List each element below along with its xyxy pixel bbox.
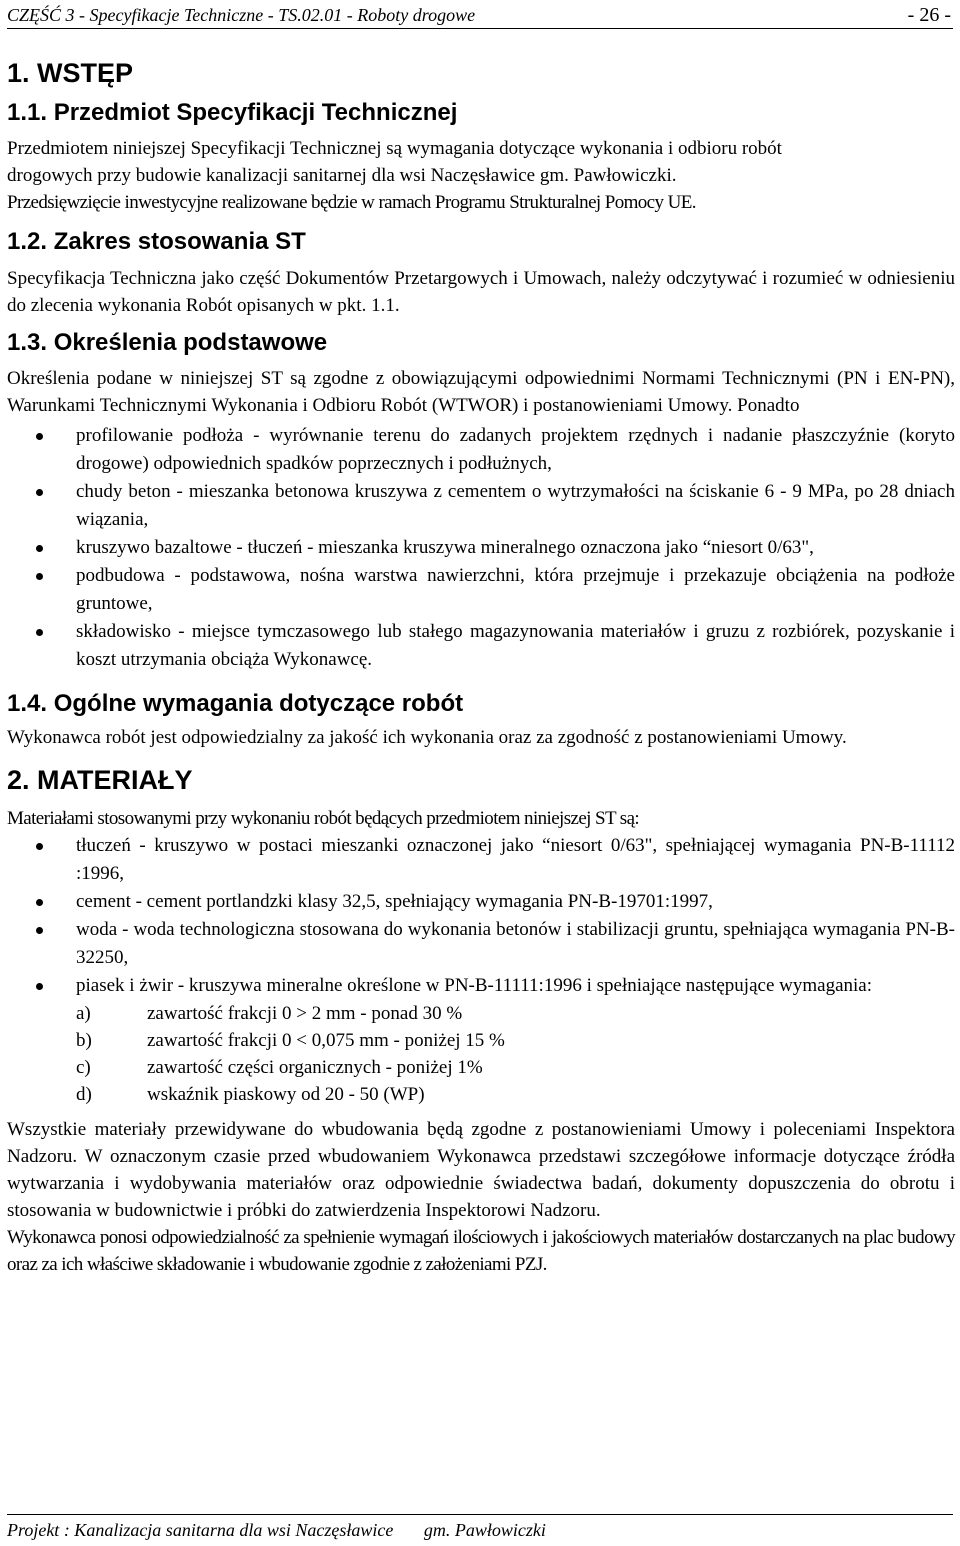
list-item: d) wskaźnik piaskowy od 20 - 50 (WP)	[76, 1084, 425, 1105]
list-item: woda - woda technologiczna stosowana do wykonania betonów i stabilizacji gruntu, spełniająca wymagania PN-B-32250,	[7, 916, 955, 972]
bullet-icon	[36, 927, 43, 934]
section-1-4-heading: 1.4. Ogólne wymagania dotyczące robót	[7, 690, 464, 717]
page-number: - 26 -	[907, 4, 951, 26]
list-item: składowisko - miejsce tymczasowego lub stałego magazynowania materiałów i gruzu z rozbiórek, pozyskanie i koszt utrzymania obciąża Wykonawcę.	[7, 618, 955, 674]
page-footer	[7, 1514, 953, 1541]
section-1-3-heading: 1.3. Określenia podstawowe	[7, 329, 328, 356]
bullet-icon	[36, 899, 43, 906]
responsibility-paragraph: Wykonawca ponosi odpowiedzialność za spełnienie wymagań ilościowych i jakościowych materiałów dostarczanych na plac budowy oraz za ich właściwe składowanie i wbudowanie zgodnie z założeniami PZJ.	[7, 1227, 955, 1275]
page-header	[7, 2, 953, 29]
list-item: c) zawartość części organicznych - poniżej 1%	[76, 1057, 483, 1078]
list-item: a) zawartość frakcji 0 > 2 mm - ponad 30 %	[76, 1003, 463, 1024]
materials-list	[7, 832, 955, 1000]
bullet-icon	[36, 983, 43, 990]
section-2-heading: 2. MATERIAŁY	[7, 765, 193, 795]
footer-gmina: gm. Pawłowiczki	[423, 1520, 546, 1540]
requirements-list	[76, 1000, 955, 1108]
bullet-icon	[36, 573, 43, 580]
section-1-heading: 1. WSTĘP	[7, 58, 134, 88]
bullet-icon	[36, 545, 43, 552]
bullet-icon	[36, 629, 43, 636]
bullet-icon	[36, 843, 43, 850]
text-line: drogowych przy budowie kanalizacji sanitarnej dla wsi Naczęsławice gm. Pawłowiczki.	[7, 165, 677, 186]
list-item: podbudowa - podstawowa, nośna warstwa nawierzchni, która przejmuje i przekazuje obciążenia na podłoże gruntowe,	[7, 562, 955, 618]
section-1-4-text: Wykonawca robót jest odpowiedzialny za jakość ich wykonania oraz za zgodność z postanowieniami Umowy.	[7, 727, 847, 748]
bullet-icon	[36, 433, 43, 440]
text-line: Przedsięwzięcie inwestycyjne realizowane będzie w ramach Programu Strukturalnej Pomocy UE.	[7, 192, 696, 213]
list-item: b) zawartość frakcji 0 < 0,075 mm - poniżej 15 %	[76, 1030, 505, 1051]
section-1-1-heading: 1.1. Przedmiot Specyfikacji Technicznej	[7, 99, 458, 126]
list-item: chudy beton - mieszanka betonowa kruszywa z cementem o wytrzymałości na ściskanie 6 - 9 MPa, po 28 dniach wiązania,	[7, 478, 955, 534]
list-item: piasek i żwir - kruszywa mineralne określone w PN-B-11111:1996 i spełniające następujące wymagania:	[7, 972, 955, 1000]
section-2-intro: Materiałami stosowanymi przy wykonaniu robót będących przedmiotem niniejszej ST są:	[7, 808, 640, 829]
section-1-3-text: Określenia podane w niniejszej ST są zgodne z obowiązującymi odpowiednimi Normami Technicznymi (PN i EN-PN), Warunkami Technicznymi Wykonania i Odbioru Robót (WTWOR) i postanowieniami Umowy. Ponadto	[7, 368, 955, 416]
list-item: tłuczeń - kruszywo w postaci mieszanki oznaczonej jako “niesort 0/63", spełniającej wymagania PN-B-11112 :1996,	[7, 832, 955, 888]
bullet-icon	[36, 489, 43, 496]
materials-paragraph: Wszystkie materiały przewidywane do wbudowania będą zgodne z postanowieniami Umowy i poleceniami Inspektora Nadzoru. W oznaczonym czasie przed wbudowaniem Wykonawca przedstawi szczegółowe informacje dotyczące źródła wytwarzania i wydobywania materiałów oraz odpowiednie świadectwa badań, dokumenty dopuszczenia do obrotu i stosowania w budownictwie i próbki do zatwierdzenia Inspektorowi Nadzoru.	[7, 1119, 955, 1221]
list-item: profilowanie podłoża - wyrównanie terenu do zadanych projektem rzędnych i nadanie płaszczyźnie (koryto drogowe) odpowiednich spadków poprzecznych i podłużnych,	[7, 422, 955, 478]
header-title: CZĘŚĆ 3 - Specyfikacje Techniczne - TS.02.01 - Roboty drogowe	[7, 5, 476, 25]
list-item: cement - cement portlandzki klasy 32,5, spełniający wymagania PN-B-19701:1997,	[7, 888, 955, 916]
list-item: kruszywo bazaltowe - tłuczeń - mieszanka kruszywa mineralnego oznaczona jako “niesort 0/63",	[7, 534, 955, 562]
definitions-list	[7, 422, 955, 674]
section-1-2-text: Specyfikacja Techniczna jako część Dokumentów Przetargowych i Umowach, należy odczytywać i rozumieć w odniesieniu do zlecenia wykonania Robót opisanych w pkt. 1.1.	[7, 268, 955, 316]
document-body	[7, 50, 955, 1278]
footer-project: Projekt : Kanalizacja sanitarna dla wsi Naczęsławice	[7, 1520, 394, 1540]
text-line: Przedmiotem niniejszej Specyfikacji Technicznej są wymagania dotyczące wykonania i odbioru robót	[7, 138, 782, 159]
section-1-1-text	[7, 135, 955, 216]
section-1-2-heading: 1.2. Zakres stosowania ST	[7, 228, 306, 255]
